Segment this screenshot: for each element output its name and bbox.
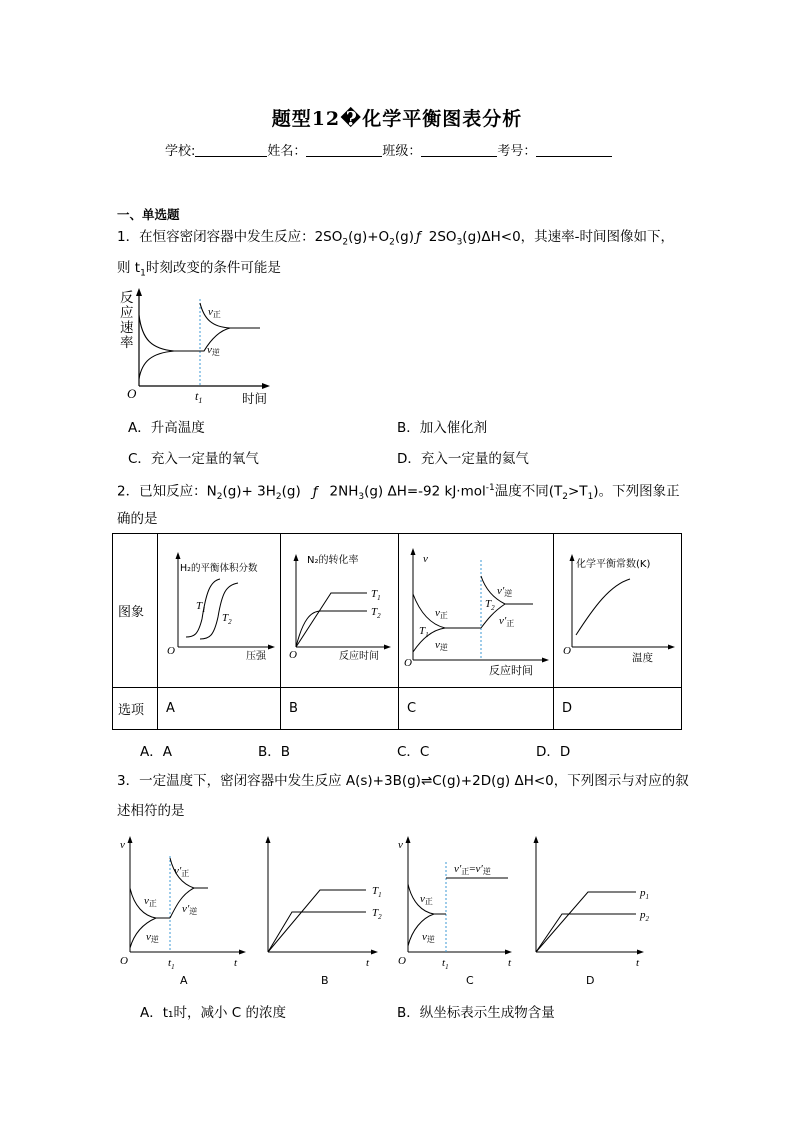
svg-text:v逆: v逆 — [422, 931, 435, 944]
class-field[interactable] — [421, 143, 497, 157]
name-field[interactable] — [306, 143, 382, 157]
q2-option-d[interactable]: D．D — [536, 744, 571, 760]
q1-line1: 1．在恒容密闭容器中发生反应：$2SO_2(g)+O_2(g)$ ƒ $2SO_3(g)\Delta H<0$，其速率-时间图像如下， — [117, 229, 675, 248]
svg-text:v′逆: v′逆 — [182, 903, 198, 916]
svg-text:O: O — [120, 955, 128, 967]
svg-text:t1: $t_1$ — [168, 957, 175, 971]
q2-option-row — [113, 688, 682, 730]
exam-no-label: 考号： — [497, 144, 537, 159]
q2-graph-a-cell — [158, 534, 281, 688]
q2-col-c: C — [399, 688, 554, 730]
q1-option-c[interactable]: C．充入一定量的氧气 — [128, 451, 259, 467]
q2-table — [112, 533, 682, 730]
svg-text:T1: $T_1$ — [372, 885, 382, 899]
page-title: 题型12�化学平衡图表分析 — [271, 108, 523, 130]
svg-text:v′逆: v′逆 — [497, 584, 513, 598]
svg-text:v: v — [398, 839, 403, 851]
q2-graph-b-title: N₂的转化率 — [307, 554, 359, 566]
svg-text:v逆: v逆 — [435, 638, 448, 652]
q1-ylabel-4: 率 — [120, 335, 134, 350]
q2-graph-c-xlabel: 反应时间 — [489, 663, 533, 677]
q1-t1-label: $t_1$ — [195, 389, 203, 405]
svg-text:t: t — [508, 957, 512, 969]
q3-graph-c — [398, 836, 512, 987]
q2-graph-b-cell — [281, 534, 399, 688]
school-label: 学校: — [165, 144, 196, 159]
q1-ylabel-1: 反 — [120, 290, 134, 305]
q2-graph-c-ylabel: v — [423, 552, 428, 565]
q1-option-b[interactable]: B．加入催化剂 — [397, 420, 488, 436]
q1-option-d[interactable]: D．充入一定量的氦气 — [397, 451, 529, 467]
q1-y-arrow — [136, 288, 142, 296]
svg-text:v′正: v′正 — [174, 865, 190, 878]
q3-caption-c: C — [466, 974, 474, 987]
svg-text:v正: v正 — [144, 895, 157, 908]
q3-caption-b: B — [321, 974, 329, 987]
q2-line2: 确的是 — [117, 511, 158, 527]
q2-graph-b-T1-label: $T_1$ — [371, 587, 381, 602]
svg-text:p2: $p_2$ — [640, 909, 649, 923]
svg-text:t: t — [636, 957, 640, 969]
q3-graphs — [116, 830, 656, 990]
svg-text:O: O — [563, 644, 571, 657]
svg-text:O: O — [398, 955, 406, 967]
q2-graph-d-title: 化学平衡常数(K) — [576, 558, 651, 570]
q2-graph-b-T2-line — [296, 611, 367, 647]
q3-line2: 述相符的是 — [117, 803, 185, 819]
q1-v-forward-label: v正 — [208, 306, 221, 319]
svg-text:O: O — [167, 644, 175, 657]
q1-xlabel: 时间 — [242, 391, 268, 406]
q3-graph-b — [266, 836, 383, 987]
q3-caption-a: A — [180, 974, 188, 987]
q1-v-forward-curve-before — [139, 315, 200, 351]
svg-text:v正: v正 — [420, 893, 433, 906]
q2-graph-d-curve — [576, 579, 630, 635]
q3-line1: 3．一定温度下，密闭容器中发生反应 A(s)+3B(g)⇌C(g)+2D(g) ΔH<0，下列图示与对应的叙 — [117, 773, 689, 789]
q2-graph-b-xlabel: 反应时间 — [339, 650, 379, 662]
q2-graph-row — [113, 534, 682, 688]
q3-caption-d: D — [586, 974, 595, 987]
q2-graph-a-xlabel: 压强 — [246, 650, 266, 662]
school-field[interactable] — [195, 143, 267, 157]
q2-graph-d — [554, 549, 681, 669]
svg-text:O: O — [289, 648, 297, 661]
q2-graph-c-cell — [399, 534, 554, 688]
svg-text:T2: $T_2$ — [485, 597, 495, 612]
q2-graph-b — [281, 549, 398, 669]
q1-option-a[interactable]: A．升高温度 — [128, 420, 205, 436]
svg-text:p1: $p_1$ — [640, 887, 649, 901]
q2-graph-d-xlabel: 温度 — [632, 651, 653, 664]
q1-x-arrow — [262, 383, 270, 389]
q2-col-a: A — [158, 688, 281, 730]
q3-graph-d — [534, 836, 650, 987]
q1-v-reverse-curve-before — [139, 351, 174, 379]
student-info-line — [165, 140, 612, 159]
svg-text:v′正: v′正 — [499, 614, 515, 628]
q3-option-b[interactable]: B．纵坐标表示生成物含量 — [397, 1005, 555, 1021]
q2-graph-c — [399, 540, 553, 678]
q1-rate-time-graph — [112, 285, 282, 407]
q2-option-a[interactable]: A．A — [140, 744, 172, 760]
q2-option-c[interactable]: C．C — [397, 744, 430, 760]
q2-graph-d-cell — [554, 534, 682, 688]
q2-col-b: B — [281, 688, 399, 730]
q1-v-reverse-label: v逆 — [207, 344, 220, 357]
q2-line1: 2．已知反应：$N_2(g)+ 3H_2(g)$ ƒ $2NH_3(g)$ ΔH=-92 kJ·mol$^{-1}$温度不同$(T_2>T_1)$。下列图象正 — [117, 483, 680, 503]
name-label: 姓名： — [267, 144, 307, 159]
q1-ylabel-3: 速 — [120, 320, 134, 335]
q3-graph-a — [120, 836, 246, 987]
svg-text:v正: v正 — [435, 606, 448, 620]
class-label: 班级： — [382, 144, 422, 159]
svg-text:t: t — [366, 957, 370, 969]
q2-graph-a-title: H₂的平衡体积分数 — [180, 562, 258, 574]
q2-graph-b-T2-label: $T_2$ — [371, 605, 381, 620]
exam-no-field[interactable] — [536, 143, 612, 157]
q3-option-a[interactable]: A．t₁时，减小 C 的浓度 — [140, 1005, 286, 1021]
q1-ylabel-2: 应 — [120, 305, 134, 320]
q2-col-d: D — [554, 688, 682, 730]
svg-text:t1: $t_1$ — [442, 957, 449, 971]
q2-row2-label: 选项 — [113, 688, 158, 730]
q2-option-b[interactable]: B．B — [258, 744, 291, 760]
q2-graph-a-T1-label: $T_1$ — [196, 599, 206, 614]
q2-graph-a-T2-curve — [200, 583, 238, 639]
q1-line2: 则 $t_1$时刻改变的条件可能是 — [117, 260, 281, 279]
svg-text:v逆: v逆 — [146, 931, 159, 944]
svg-text:T1: $T_1$ — [419, 624, 429, 639]
section-heading: 一、单选题 — [117, 207, 180, 222]
svg-text:v: v — [120, 839, 125, 851]
q1-origin: O — [127, 386, 137, 401]
q2-graph-a-T2-label: $T_2$ — [222, 611, 232, 626]
svg-text:t: t — [234, 957, 238, 969]
svg-text:T2: $T_2$ — [372, 907, 382, 921]
svg-text:v′正=v′逆: v′正=v′逆 — [454, 863, 491, 876]
svg-text:O: O — [404, 656, 412, 669]
q2-graph-a — [158, 549, 280, 669]
q2-row1-label: 图象 — [113, 534, 158, 688]
